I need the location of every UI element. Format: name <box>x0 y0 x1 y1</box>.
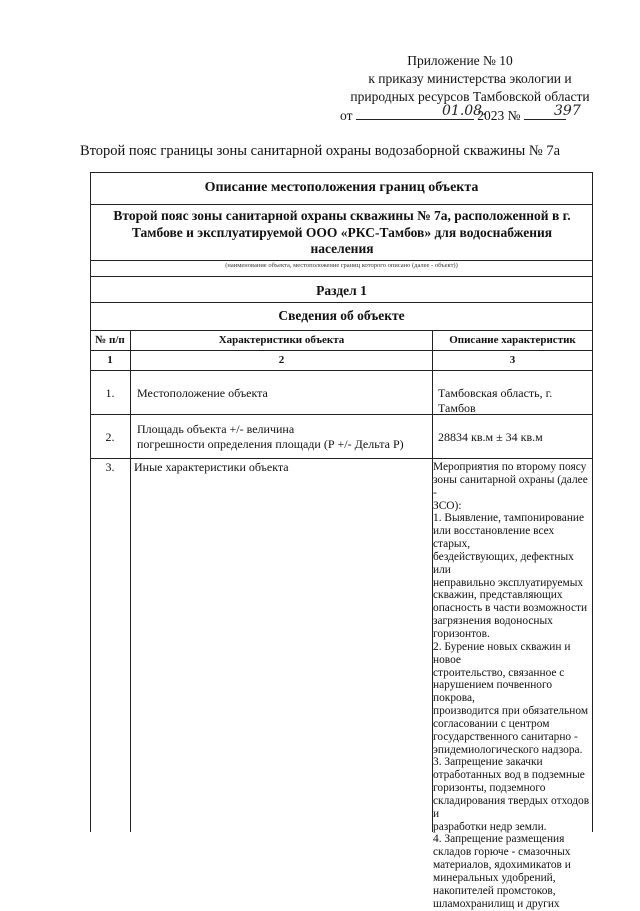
date-prefix: от <box>340 108 353 123</box>
column-header-num: № п/п <box>95 334 125 346</box>
row-characteristic-line1: Площадь объекта +/- величина <box>137 422 295 436</box>
description-line: неправильно эксплуатируемых <box>433 576 584 589</box>
section-title: Сведения об объекте <box>278 308 405 323</box>
column-number-3: 3 <box>509 354 516 366</box>
description-line: ЗСО): <box>433 499 462 512</box>
description-line: нарушением почвенного покрова, <box>433 679 553 705</box>
appendix-number: Приложение № 10 <box>407 53 513 68</box>
order-reference: к приказу министерства экологии и <box>368 71 572 86</box>
description-line: согласовании с центром <box>433 717 550 730</box>
ministry-name: природных ресурсов Тамбовской области <box>350 89 590 104</box>
description-line: минеральных удобрений, <box>433 872 556 884</box>
row-number: 1. <box>105 386 115 400</box>
description-line: скважин, представляющих <box>433 589 563 602</box>
document-title: Второй пояс границы зоны санитарной охраны водозаборной скважины № 7а <box>79 143 561 159</box>
object-name-note: (наименование объекта, местоположение границ которого описано (далее - объект)) <box>225 262 458 269</box>
object-name-line3: населения <box>310 241 374 256</box>
row-characteristic: Местоположение объекта <box>137 386 268 400</box>
description-line: строительство, связанное с <box>433 666 565 679</box>
description-line: горизонты, подземного <box>433 782 546 795</box>
column-header-description: Описание характеристик <box>449 334 576 346</box>
column-header-characteristic: Характеристики объекта <box>218 334 345 346</box>
description-line: 1. Выявление, тампонирование <box>433 512 585 525</box>
row-description <box>433 461 591 911</box>
handwritten-number: 397 <box>554 103 581 119</box>
description-line: горизонтов. <box>433 627 490 640</box>
column-number-1: 1 <box>107 354 113 366</box>
description-line: или восстановление всех старых, <box>433 525 555 551</box>
object-name-line2: Тамбове и эксплуатируемой ООО «РКС-Тамбов» для водоснабжения <box>131 224 553 240</box>
description-line: накопителей промстоков, <box>433 884 556 897</box>
description-line: складирования твердых отходов и <box>433 794 590 820</box>
row-characteristic: Иные характеристики объекта <box>134 460 289 474</box>
row-description: Тамбовская область, г. Тамбов <box>438 386 553 415</box>
order-year: 2023 № <box>477 108 521 123</box>
description-line: бездействующих, дефектных или <box>433 550 574 576</box>
row-description: 28834 кв.м ± 34 кв.м <box>438 430 543 444</box>
description-line: Мероприятия по второму поясу <box>433 461 587 473</box>
table-caption: Описание местоположения границ объекта <box>204 180 479 195</box>
description-line: 2. Бурение новых скважин и новое <box>433 640 571 666</box>
description-line: опасность в части возможности <box>433 602 588 615</box>
column-number-2: 2 <box>278 354 285 366</box>
description-line: производится при обязательном <box>433 705 589 718</box>
section-label: Раздел 1 <box>316 283 367 298</box>
object-name-line1: Второй пояс зоны санитарной охраны скважины № 7а, расположенной в г. <box>113 208 571 223</box>
row-characteristic <box>137 422 431 452</box>
description-line: разработки недр земли. <box>433 820 547 833</box>
description-line: 4. Запрещение размещения <box>433 833 565 846</box>
object-name <box>92 208 592 258</box>
date-blank-line <box>356 107 416 120</box>
description-line: загрязнения водоносных <box>433 615 553 628</box>
description-line: отработанных вод в подземные <box>433 769 585 782</box>
row-number: 3. <box>105 460 115 474</box>
handwritten-date: 01.08. <box>442 103 487 119</box>
description-line: государственного санитарно - <box>433 730 578 743</box>
description-line: материалов, ядохимикатов и <box>433 859 571 872</box>
description-line: складов горюче - смазочных <box>433 846 571 859</box>
row-characteristic-line2: погрешности определения площади (Р +/- Дельта Р) <box>137 437 404 451</box>
description-line: эпидемиологического надзора. <box>433 743 583 756</box>
row-number: 2. <box>105 430 115 444</box>
description-line: зоны санитарной охраны (далее - <box>433 473 588 499</box>
description-line: шламохранилищ и других <box>433 897 560 910</box>
description-line: 3. Запрещение закачки <box>433 756 543 769</box>
